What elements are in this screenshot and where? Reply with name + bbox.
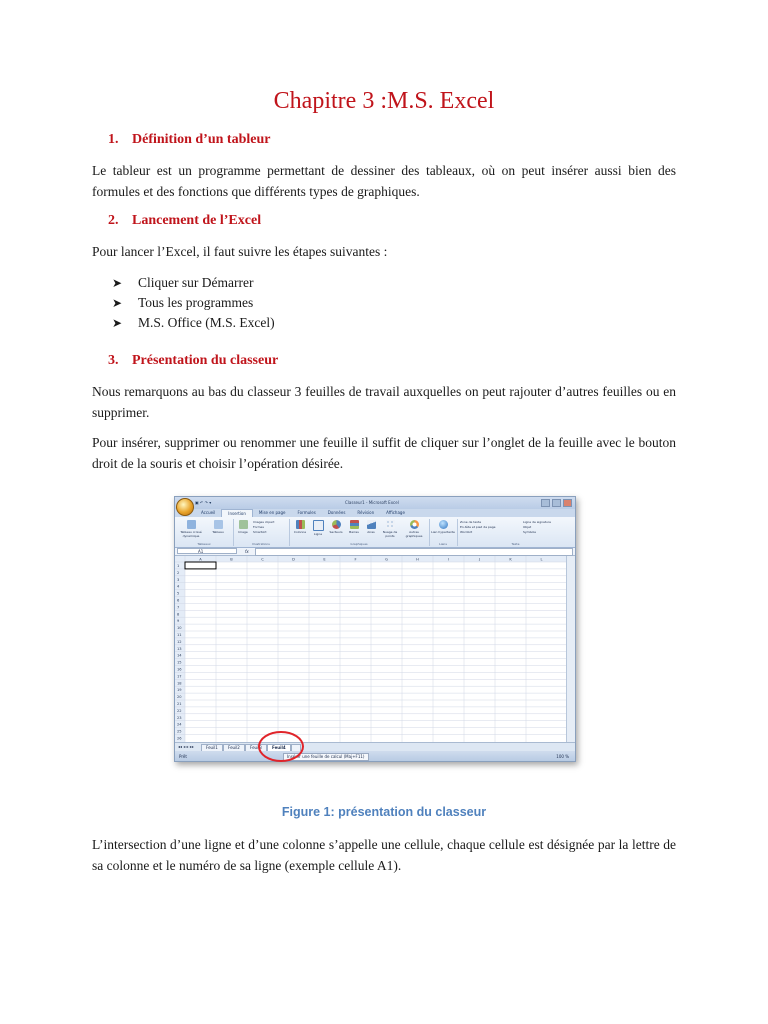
vertical-scrollbar	[566, 556, 575, 742]
sheet-tabs-bar	[175, 742, 575, 751]
row-header: 13	[177, 646, 182, 651]
column-header: F	[354, 557, 357, 562]
maximize-icon	[552, 499, 561, 507]
pie-chart-icon	[332, 520, 341, 529]
column-header: H	[416, 557, 419, 562]
ribbon-button-list: Zone de texte En-tête et pied de page WordArt	[460, 520, 496, 534]
table-icon	[214, 520, 223, 529]
row-header: 2	[177, 570, 180, 575]
row-header: 19	[177, 688, 182, 693]
row-header: 18	[177, 681, 182, 686]
tab-revision: Révision	[357, 510, 375, 515]
tab-formules: Formules	[297, 510, 316, 515]
row-header: 10	[177, 626, 182, 631]
minimize-icon	[541, 499, 550, 507]
ribbon-button: Barres	[346, 520, 362, 534]
figure-caption: Figure 1: présentation du classeur	[281, 805, 487, 819]
paragraph-launch: Pour lancer l’Excel, il faut suivre les étapes suivantes :	[92, 244, 388, 259]
list-item: ➤ Cliquer sur Démarrer	[112, 273, 275, 293]
row-header: 6	[177, 598, 180, 603]
active-cell-a1	[185, 562, 216, 569]
bar-chart-icon	[350, 520, 359, 529]
excel-screenshot	[174, 496, 576, 762]
ribbon-button: Ligne	[310, 520, 326, 536]
section-heading-1	[108, 130, 270, 150]
section-heading-2	[108, 211, 261, 231]
row-header: 15	[177, 660, 182, 665]
column-header: E	[323, 557, 326, 562]
row-header: 17	[177, 674, 182, 679]
row-header: 25	[177, 729, 182, 734]
sheet-nav-arrows-icon: ◂◂ ◂ ▸ ▸▸	[178, 744, 194, 749]
ribbon-button: Autres graphiques	[401, 520, 427, 538]
name-box: A1	[177, 548, 237, 554]
ribbon-button: Lien hypertexte	[431, 520, 455, 534]
grid-svg	[175, 556, 567, 742]
list-item: ➤ M.S. Office (M.S. Excel)	[112, 313, 275, 333]
row-header: 20	[177, 695, 182, 700]
ribbon-button: Tableau croisé dynamique	[177, 520, 205, 538]
spreadsheet-grid	[175, 556, 567, 742]
status-tooltip: Insérer une feuille de calcul (Maj+F11)	[283, 753, 369, 761]
paragraph-workbook: Nous remarquons au bas du classeur 3 feuilles de travail auxquelles on peut rajouter d’autres feuilles ou en supprimer.	[92, 384, 676, 420]
doughnut-chart-icon	[410, 520, 419, 529]
column-header: B	[230, 557, 233, 562]
arrow-bullet-icon: ➤	[112, 276, 123, 290]
page-title: Chapitre 3 :M.S. Excel	[273, 88, 495, 114]
column-header: A	[199, 557, 202, 562]
tab-mise-en-page: Mise en page	[258, 510, 286, 515]
paragraph-definition: Le tableur est un programme permettant de dessiner des tableaux, où on peut insérer aussi bien des formules et des fonctions que différents types de graphiques.	[92, 163, 676, 199]
ribbon	[175, 517, 575, 548]
status-bar	[175, 751, 575, 761]
row-header: 12	[177, 639, 182, 644]
highlight-circle	[258, 731, 304, 762]
ribbon-button: Secteurs	[327, 520, 345, 534]
ribbon-button: Colonne	[291, 520, 309, 534]
globe-link-icon	[439, 520, 448, 529]
close-icon	[563, 499, 572, 507]
ribbon-group-tableaux: Tableau croisé dynamique Tableau Tableaux	[175, 519, 234, 546]
column-header: G	[385, 557, 388, 562]
row-header: 5	[177, 591, 180, 596]
row-header: 24	[177, 722, 182, 727]
row-header: 26	[177, 736, 182, 741]
row-header: 11	[177, 633, 182, 637]
section-title: Définition d’un tableur	[132, 132, 271, 147]
area-chart-icon	[367, 520, 376, 529]
tab-insertion: Insertion	[221, 509, 253, 517]
sheet-tab: Feuil2	[223, 744, 245, 752]
ribbon-button-list: Images clipart Formes SmartArt	[253, 520, 275, 534]
section-heading-3	[108, 351, 278, 371]
ribbon-group-graphiques: Colonne Ligne Secteurs Barres Aires Nuage de points Autres graphiques Graphiques	[289, 519, 430, 546]
formula-bar	[175, 548, 575, 556]
column-header: I	[447, 557, 450, 562]
list-item: ➤ Tous les programmes	[112, 293, 275, 313]
tab-affichage: Affichage	[386, 510, 405, 515]
arrow-bullet-icon: ➤	[112, 316, 123, 330]
column-header: D	[292, 557, 295, 562]
row-header: 21	[177, 702, 182, 706]
row-header: 7	[177, 605, 180, 610]
ribbon-tabs	[175, 509, 575, 517]
row-header: 8	[177, 612, 180, 617]
window-controls	[541, 499, 572, 507]
ribbon-group-liens: Lien hypertexte Liens	[429, 519, 458, 546]
row-header: 14	[177, 653, 182, 658]
picture-icon	[239, 520, 248, 529]
ribbon-button: Nuage de points	[380, 520, 400, 538]
row-header: 9	[177, 619, 180, 624]
sheet-tab-active: Feuil4	[267, 744, 291, 752]
ribbon-button: Tableau	[207, 520, 229, 534]
row-header: 16	[177, 667, 182, 672]
section-title: Lancement de l’Excel	[132, 213, 262, 228]
ribbon-button: Image	[235, 520, 251, 534]
quick-access-toolbar: ▣ ↶ ↷ ▾	[195, 500, 212, 505]
paragraph-cell: L’intersection d’une ligne et d’une colonne s’appelle une cellule, chaque cellule est désignée par la lettre de sa colonne et le numéro de sa ligne (exemple cellule A1).	[92, 837, 676, 873]
sheet-tab: Feuil1	[201, 744, 223, 752]
section-title: Présentation du classeur	[132, 353, 279, 368]
office-button-icon	[176, 498, 194, 516]
row-header: 4	[177, 584, 180, 589]
ribbon-button: Aires	[363, 520, 379, 534]
column-header: K	[509, 557, 512, 562]
formula-input	[255, 548, 573, 556]
scatter-chart-icon	[386, 520, 395, 529]
tab-donnees: Données	[327, 510, 346, 515]
window-title: Classeur1 - Microsoft Excel	[345, 500, 399, 505]
pivot-table-icon	[187, 520, 196, 529]
ribbon-button-list: Ligne de signature Objet Symbole	[523, 520, 551, 534]
fx-icon: fx	[245, 549, 249, 554]
row-header: 23	[177, 715, 182, 720]
excel-titlebar	[175, 497, 575, 509]
sheet-tab: Feuil3	[245, 744, 267, 752]
ribbon-group-texte: Zone de texte En-tête et pied de page WordArt Ligne de signature Objet Symbole Texte	[457, 519, 574, 546]
column-header: L	[540, 557, 543, 562]
column-header: C	[261, 557, 264, 562]
column-chart-icon	[296, 520, 305, 529]
zoom-level: 100 %	[556, 754, 569, 759]
ribbon-group-illustrations: Image Images clipart Formes SmartArt Illustrations	[233, 519, 290, 546]
paragraph-sheets: Pour insérer, supprimer ou renommer une feuille il suffit de cliquer sur l’onglet de la feuille avec le bouton droit de la souris et choisir l’opération désirée.	[92, 435, 676, 471]
tab-accueil: Accueil	[201, 510, 216, 515]
section-number: 1.	[108, 132, 119, 147]
steps-list	[112, 273, 275, 333]
section-number: 2.	[108, 213, 119, 228]
row-header: 1	[177, 564, 180, 568]
row-header: 3	[177, 577, 180, 582]
row-header: 22	[177, 708, 182, 713]
section-number: 3.	[108, 353, 119, 368]
column-header: J	[478, 557, 481, 562]
arrow-bullet-icon: ➤	[112, 296, 123, 310]
status-ready: Prêt	[179, 754, 187, 759]
line-chart-icon	[313, 520, 324, 531]
